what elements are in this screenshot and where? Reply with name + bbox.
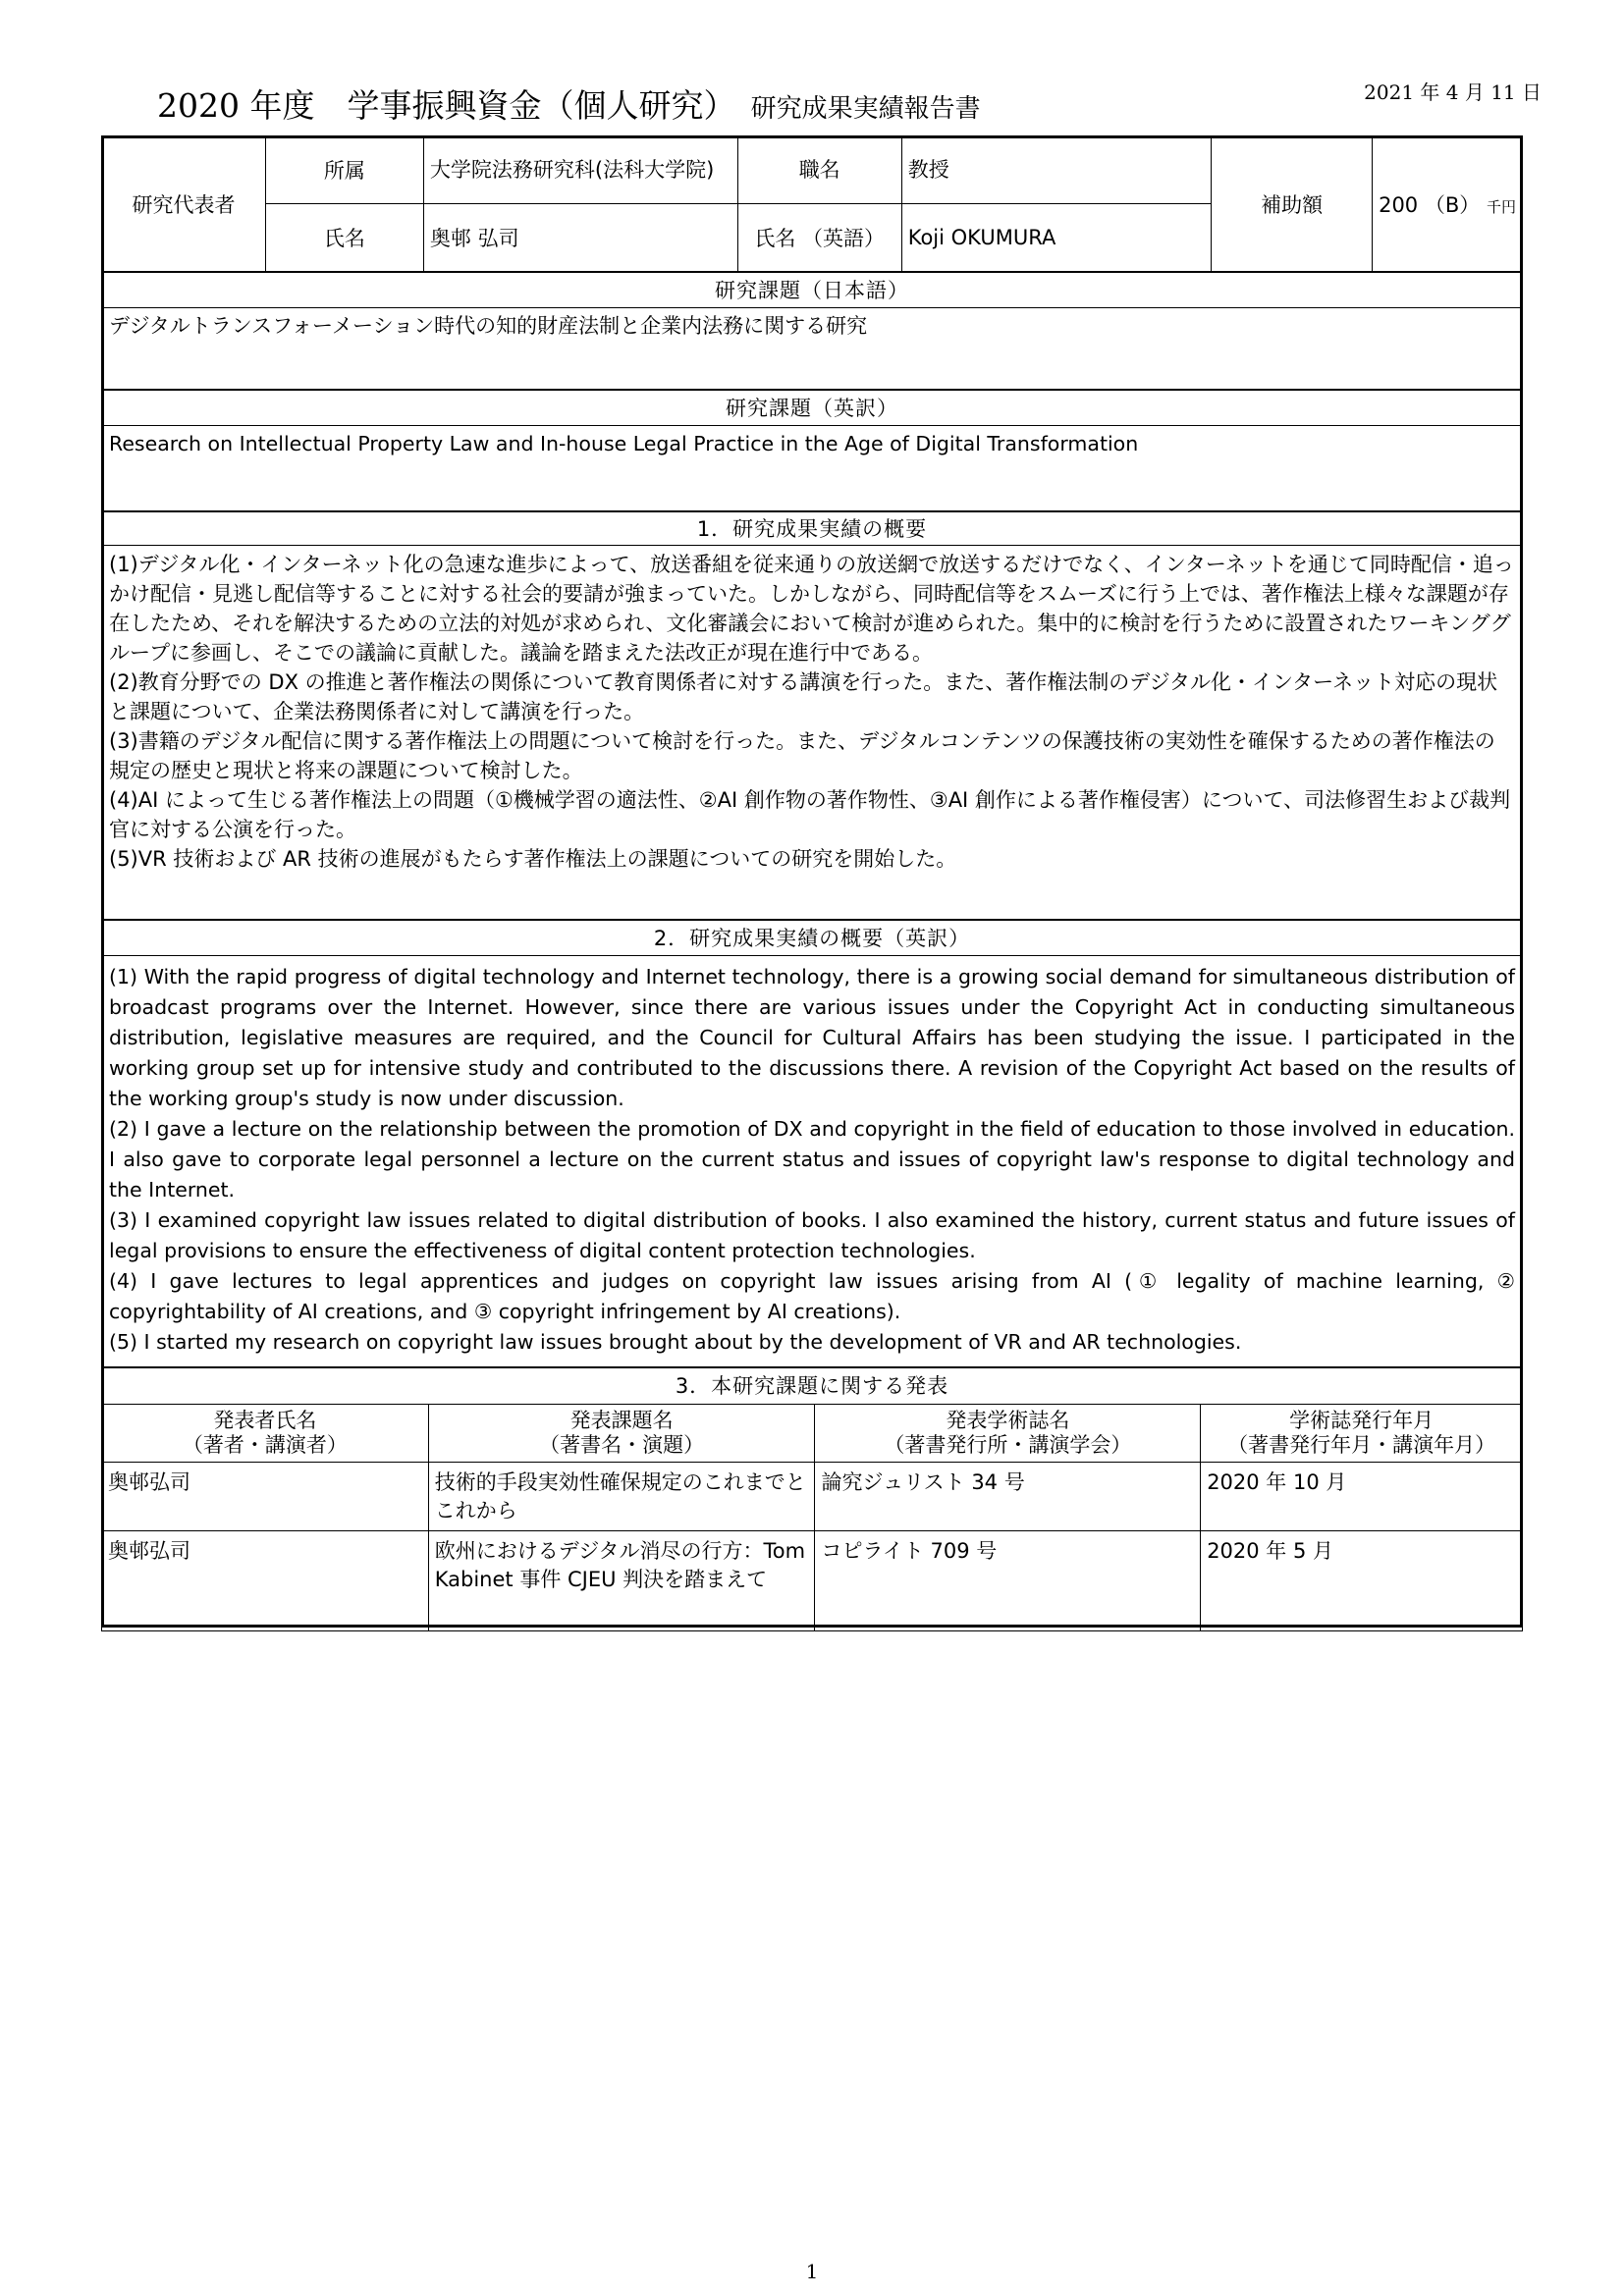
- summary-en-heading: 2．研究成果実績の概要（英訳）: [101, 919, 1523, 956]
- form-outer-border: [101, 135, 1523, 1628]
- summary-jp-paragraph: (5)VR 技術および AR 技術の進展がもたらす著作権法上の課題についての研究を開始した。: [109, 847, 957, 871]
- grant-label: 補助額: [1212, 136, 1373, 272]
- pub-author: 奥邨弘司: [102, 1531, 429, 1631]
- title-main: 2020 年度 学事振興資金（個人研究）: [157, 86, 736, 125]
- topic-en-text: Research on Intellectual Property Law and In-house Legal Practice in the Age of Digital Transformation: [109, 432, 1139, 455]
- pub-journal: 論究ジュリスト 34 号: [815, 1463, 1201, 1531]
- pub-journal: コピライト 709 号: [815, 1531, 1201, 1631]
- pub-date: 2020 年 5 月: [1201, 1531, 1523, 1631]
- position-value: 教授: [901, 136, 1211, 204]
- name-value: 奥邨 弘司: [423, 204, 737, 272]
- pub-author: 奥邨弘司: [102, 1463, 429, 1531]
- representative-label: 研究代表者: [102, 136, 266, 272]
- report-date: 2021 年 4 月 11 日: [1364, 80, 1542, 104]
- topic-jp-text: デジタルトランスフォーメーション時代の知的財産法制と企業内法務に関する研究: [109, 314, 868, 338]
- name-en-value: Koji OKUMURA: [901, 204, 1211, 272]
- position-label: 職名: [737, 136, 901, 204]
- col-header-journal: 発表学術誌名 （著書発行所・講演学会）: [815, 1405, 1201, 1463]
- col-header-title: 発表課題名 （著書名・演題）: [428, 1405, 815, 1463]
- summary-jp-paragraph: (2)教育分野での DX の推進と著作権法の関係について教育関係者に対する講演を行った。また、著作権法制のデジタル化・インターネット対応の現状と課題について、企業法務関係者に対して講演を行った。: [109, 670, 1498, 723]
- name-en-label: 氏名 （英語）: [737, 204, 901, 272]
- summary-en-paragraph: (2) I gave a lecture on the relationship between the promotion of DX and copyright in the field of education to those involved in education. I also gave to corporate legal personnel a lecture on the current status and issues of copyright law's response to digital technology and the Internet.: [109, 1117, 1515, 1201]
- title-subtitle: 研究成果実績報告書: [750, 94, 981, 124]
- summary-jp-paragraph: (4)AI によって生じる著作権法上の問題（①機械学習の適法性、②AI 創作物の著作物性、③AI 創作による著作権侵害）について、司法修習生および裁判官に対する公演を行った。: [109, 788, 1511, 841]
- grant-value: 200 （B）: [1379, 192, 1481, 217]
- summary-en-paragraph: (5) I started my research on copyright law issues brought about by the development of VR and AR technologies.: [109, 1330, 1242, 1354]
- page-number: 1: [805, 2260, 819, 2283]
- summary-en-paragraph: (4) I gave lectures to legal apprentices and judges on copyright law issues arising from AI (① legality of machine learning, ② copyrightability of AI creations, and ③ copyright infringement by AI creations).: [109, 1269, 1515, 1323]
- name-label: 氏名: [265, 204, 423, 272]
- topic-en-heading: 研究課題（英訳）: [101, 389, 1523, 426]
- affiliation-value: 大学院法務研究科(法科大学院): [423, 136, 737, 204]
- report-title: [157, 80, 1335, 127]
- topic-jp-heading: 研究課題（日本語）: [101, 271, 1523, 308]
- summary-jp-paragraph: (1)デジタル化・インターネット化の急速な進歩によって、放送番組を従来通りの放送網で放送するだけでなく、インターネットを通じて同時配信・追っかけ配信・見逃し配信等することに対する社会的要請が強まっていた。しかしながら、同時配信等をスムーズに行う上では、著作権法上様々な課題が存在したため、それを解決するための立法的対処が求められ、文化審議会において検討が進められた。集中的に検討を行うために設置されたワーキンググループに参画し、そこでの議論に貢献した。議論を踏まえた法改正が現在進行中である。: [109, 553, 1514, 665]
- summary-en-paragraph: (1) With the rapid progress of digital technology and Internet technology, there is a growing social demand for simultaneous distribution of broadcast programs over the Internet. However, since there are various issues under the Copyright Act in conducting simultaneous distribution, legislative measures are required, and the Council for Cultural Affairs has been studying the issue. I participated in the working group set up for intensive study and contributed to the discussions there. A revision of the Copyright Act based on the results of the working group's study is now under discussion.: [109, 965, 1515, 1110]
- col-header-author: 発表者氏名 （著者・講演者）: [102, 1405, 429, 1463]
- affiliation-label: 所属: [265, 136, 423, 204]
- summary-en-paragraph: (3) I examined copyright law issues related to digital distribution of books. I also examined the history, current status and future issues of legal provisions to ensure the effectiveness of digital content protection technologies.: [109, 1208, 1515, 1262]
- pub-title: 欧州におけるデジタル消尽の行方：Tom Kabinet 事件 CJEU 判決を踏まえて: [428, 1531, 815, 1631]
- grant-unit: 千円: [1486, 197, 1516, 216]
- publications-heading: 3．本研究課題に関する発表: [101, 1366, 1523, 1404]
- summary-jp-paragraph: (3)書籍のデジタル配信に関する著作権法上の問題について検討を行った。また、デジタルコンテンツの保護技術の実効性を確保するための著作権法の規定の歴史と現状と将来の課題について検討した。: [109, 729, 1495, 782]
- col-header-date: 学術誌発行年月 （著書発行年月・講演年月）: [1201, 1405, 1523, 1463]
- summary-jp-heading: 1．研究成果実績の概要: [101, 510, 1523, 546]
- pub-date: 2020 年 10 月: [1201, 1463, 1523, 1531]
- pub-title: 技術的手段実効性確保規定のこれまでとこれから: [428, 1463, 815, 1531]
